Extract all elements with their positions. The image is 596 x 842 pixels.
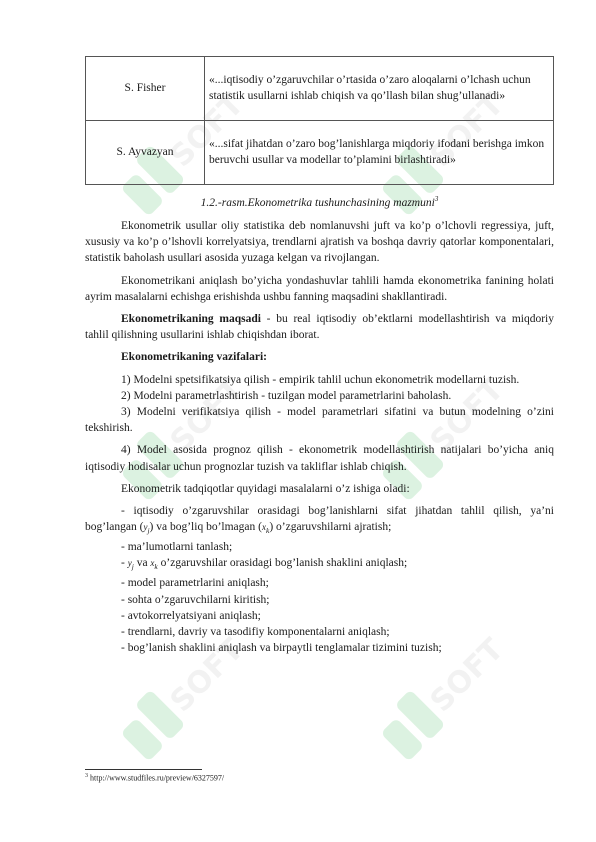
var-symbol: x (261, 522, 266, 533)
watermark-text: SOFT (423, 372, 511, 460)
var-subscript: j (131, 562, 134, 572)
figure-caption (85, 195, 554, 209)
paragraph-rest: - bu real iqtisodiy ob’ektlarni modellashtirish va miqdoriy tahlil qilishning usullarini ishlab chiqishdan iborat. (85, 313, 554, 342)
var-x (150, 558, 158, 572)
watermark-text: SOFT (163, 87, 251, 175)
table-row (86, 57, 554, 121)
list-text: o’zgaruvshilar orasidagi bog’lanish shaklini aniqlash; (157, 557, 408, 570)
tasks-heading (85, 349, 554, 365)
footnote (85, 773, 224, 783)
watermark-text: SOFT (423, 632, 511, 720)
list-text: va (133, 557, 151, 570)
bold-term: Ekonometrikaning vazifalari: (121, 351, 267, 364)
list-text: - (121, 557, 128, 570)
task-item: 4) Model asosida prognoz qilish - ekonometrik modellashtirish natijalari bo’yicha aniq iqtisodiy hodisalar uchun prognozlar tuzish va takliflar ishlab chiqish. (85, 444, 554, 473)
list-item: - trendlarni, davriy va tasodifiy komponentalarni aniqlash; (121, 626, 390, 639)
list-item: - bog’lanish shaklini aniqlash va birpaytli tenglamalar tizimini tuzish; (121, 642, 442, 655)
list-item (85, 555, 554, 575)
list-item: - ma’lumotlarni tanlash; (121, 541, 233, 554)
watermark-text: SOFT (423, 87, 511, 175)
list-text: ) o’zgaruvshilarni ajratish; (269, 521, 392, 534)
author-name: S. Fisher (86, 57, 205, 121)
var-symbol: y (127, 558, 132, 569)
list-text: ) va bog’liq bo’lmagan ( (149, 521, 262, 534)
list-item: - model parametrlarini aniqlash; (121, 577, 269, 590)
var-subscript: j (147, 526, 150, 536)
paragraph-goal (85, 311, 554, 343)
table-row (86, 121, 554, 185)
definition-text: «...iqtisodiy o’zgaruvchilar o’rtasida o’zaro aloqalarni o’lchash uchun statistik usullarni ishlab chiqish va qo’llash bilan shug’ullanadi» (205, 57, 554, 121)
watermark-text: SOFT (163, 372, 251, 460)
list-item: - avtokorrelyatsiyani aniqlash; (121, 609, 261, 622)
author-name: S. Ayvazyan (86, 121, 205, 185)
task-item: 3) Modelni verifikatsiya qilish - model parametrlari sifatini va butun modelning o’zini tekshirish. (85, 406, 554, 435)
paragraph: Ekonometrik tadqiqotlar quyidagi masalalarni o’z ishiga oladi: (121, 482, 410, 495)
watermark-text: SOFT (163, 632, 251, 720)
list-item: - sohta o’zgaruvchilarni kiritish; (121, 593, 270, 606)
caption-text: 1.2.-rasm.Ekonometrika tushunchasining mazmuni (200, 196, 435, 209)
task-item: 1) Modelni spetsifikatsiya qilish - empirik tahlil uchun ekonometrik modellarni tuzish. (121, 373, 520, 386)
footnote-number: 3 (85, 773, 88, 779)
list-text: - iqtisodiy o’zgaruvshilar orasidagi bog’lanishlarni sifat jihatdan tahlil qilish, ya’ni bog’langan ( (85, 505, 554, 534)
task-item: 2) Modelni parametrlashtirish - tuzilgan model parametrlarini baholash. (121, 389, 452, 402)
body-text (85, 218, 554, 656)
footnote-link[interactable]: http://www.studfiles.ru/preview/6327597/ (88, 773, 225, 783)
watermark-logo (365, 632, 511, 770)
paragraph: Ekonometrik usullar oliy statistika deb nomlanuvshi juft va ko’p o’lchovli regressiya, juft, xususiy va ko’p o’lshovli korrelyatsiya, trendlarni ajratish va boshqa davriy qatorlar komponentalari, statistik baholash usullari asosida yuzaga kelgan va rivojlangan. (85, 220, 554, 265)
footnote-divider (85, 769, 202, 770)
var-subscript: k (265, 526, 270, 536)
caption-footnote-ref: 3 (434, 195, 439, 203)
paragraph: Ekonometrikani aniqlash bo’yicha yondashuvlar tahlili hamda ekonometrika fanining holati ayrim masalalarni echishga erishishda ushbu fanning maqsadini shakllantiradi. (85, 274, 554, 303)
definitions-table (85, 56, 554, 185)
var-symbol: x (150, 558, 155, 569)
var-subscript: k (154, 562, 158, 572)
definition-text: «...sifat jihatdan o’zaro bog’lanishlarga miqdoriy ifodani berishga imkon beruvchi usullar va modellar to’plamini birlashtiradi» (205, 121, 554, 185)
var-symbol: y (143, 522, 148, 533)
list-item (85, 503, 554, 539)
bold-term: Ekonometrikaning maqsadi (121, 313, 261, 326)
watermark-logo (105, 632, 251, 770)
